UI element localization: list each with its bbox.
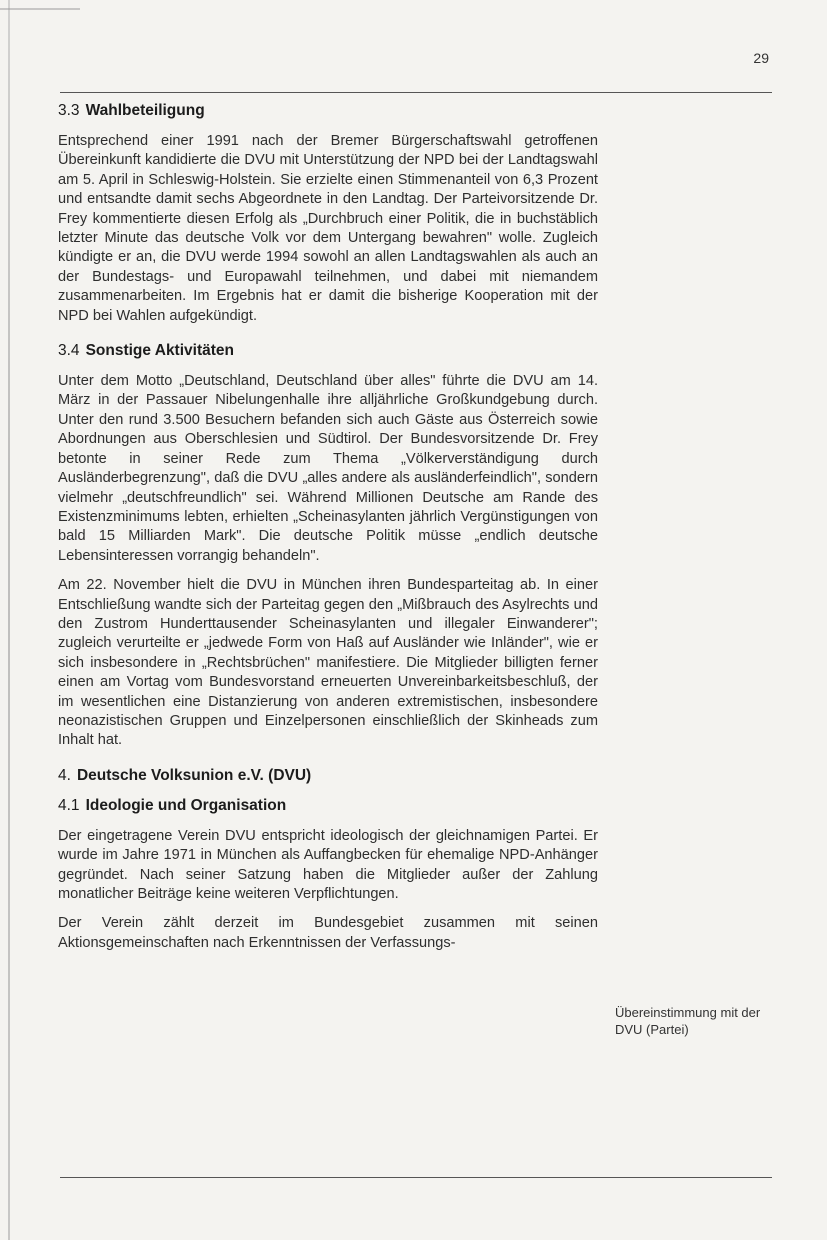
paragraph: Der eingetragene Verein DVU entspricht ideologisch der gleichnamigen Partei. Er wurde im Jahre 1971 in München als Auffangbecken für ehemalige NPD-Anhänger gegründet. Nach seiner Satzung haben die Mitglieder außer der Zahlung monatlicher Beiträge keine weiteren Verpflichtungen.	[58, 827, 598, 902]
binding-edge	[8, 0, 10, 1240]
section-heading	[58, 795, 598, 817]
paragraph: Unter dem Motto „Deutschland, Deutschland über alles" führte die DVU am 14. März in der Passauer Nibelungenhalle ihre alljährliche Großkundgebung durch. Unter den rund 3.500 Besuchern befanden sich auch Gäste aus Österreich sowie Abordnungen aus Oberschlesien und Südtirol. Der Bundesvorsitzende Dr. Frey betonte in seiner Rede zum Thema „Völkerverständigung durch Ausländerbegrenzung", daß die DVU „alles andere als ausländerfeindlich", sondern vielmehr „deutschfreundlich" sei. Während Millionen Deutsche am Rande des Existenzminimums lebten, erhielten „Scheinasylanten jährlich Vergünstigungen von bald 15 Milliarden Mark". Die deutsche Politik müsse „endlich deutsche Lebensinteressen vorrangig behandeln".	[58, 373, 598, 564]
header-rule	[60, 92, 772, 93]
paragraph: Der Verein zählt derzeit im Bundesgebiet zusammen mit seinen Aktionsgemeinschaften nach Erkenntnissen der Verfassungs-	[58, 915, 598, 951]
section-3-3	[58, 100, 598, 326]
section-heading	[58, 340, 598, 362]
paragraph: Entsprechend einer 1991 nach der Bremer Bürgerschaftswahl getroffenen Übereinkunft kandidierte die DVU mit Unterstützung der NPD bei der Landtagswahl am 5. April in Schleswig-Holstein. Sie erzielte einen Stimmenanteil von 6,3 Prozent und entsandte damit sechs Abgeordnete in den Landtag. Der Parteivorsitzende Dr. Frey kommentierte diesen Erfolg als „Durchbruch einer Politik, die in buchstäblich letzter Minute das deutsche Volk vor dem Untergang bewahren" wolle. Zugleich kündigte er an, die DVU werde 1994 sowohl an allen Landtagswahlen als auch an der Bundestags- und Europawahl teilnehmen, und dabei mit niemandem zusammenarbeiten. Im Ergebnis hat er damit die bisherige Kooperation mit der NPD bei Wahlen aufgekündigt.	[58, 133, 598, 324]
section-4	[58, 765, 598, 787]
section-3-4	[58, 340, 598, 751]
page-number: 29	[753, 50, 769, 66]
section-title: Ideologie und Organisation	[85, 796, 287, 814]
section-heading	[58, 765, 598, 787]
section-title: Sonstige Aktivitäten	[85, 342, 234, 360]
section-number: 4.	[58, 766, 71, 784]
section-title: Wahlbeteiligung	[85, 102, 205, 119]
main-text	[58, 96, 598, 963]
section-number: 4.1	[58, 796, 80, 814]
section-heading	[58, 100, 598, 122]
margin-note: Übereinstimmung mit der DVU (Partei)	[615, 1005, 761, 1037]
section-title: Deutsche Volksunion e.V. (DVU)	[76, 766, 312, 784]
section-number: 3.3	[58, 102, 80, 119]
section-number: 3.4	[58, 342, 80, 360]
paragraph: Am 22. November hielt die DVU in München ihren Bundesparteitag ab. In einer Entschließung wandte sich der Parteitag gegen den „Mißbrauch des Asylrechts und den Zustrom Hunderttausender Scheinasylanten und illegaler Einwanderer"; zugleich verurteilte er „jedwede Form von Haß auf Ausländer wie Inländer", wie er sich insbesondere in „Rechtsbrüchen" manifestiere. Die Mitglieder billigten ferner einen am Vortag vom Bundesvorstand erneuerten Unvereinbarkeitsbeschluß, der im wesentlichen eine Distanzierung von anderen extremistischen, insbesondere neonazistischen Gruppen und Einzelpersonen einschließlich der Skinheads zum Inhalt hat.	[58, 577, 598, 749]
corner-mark	[0, 8, 80, 10]
section-4-1	[58, 795, 598, 953]
footer-rule	[60, 1177, 772, 1178]
